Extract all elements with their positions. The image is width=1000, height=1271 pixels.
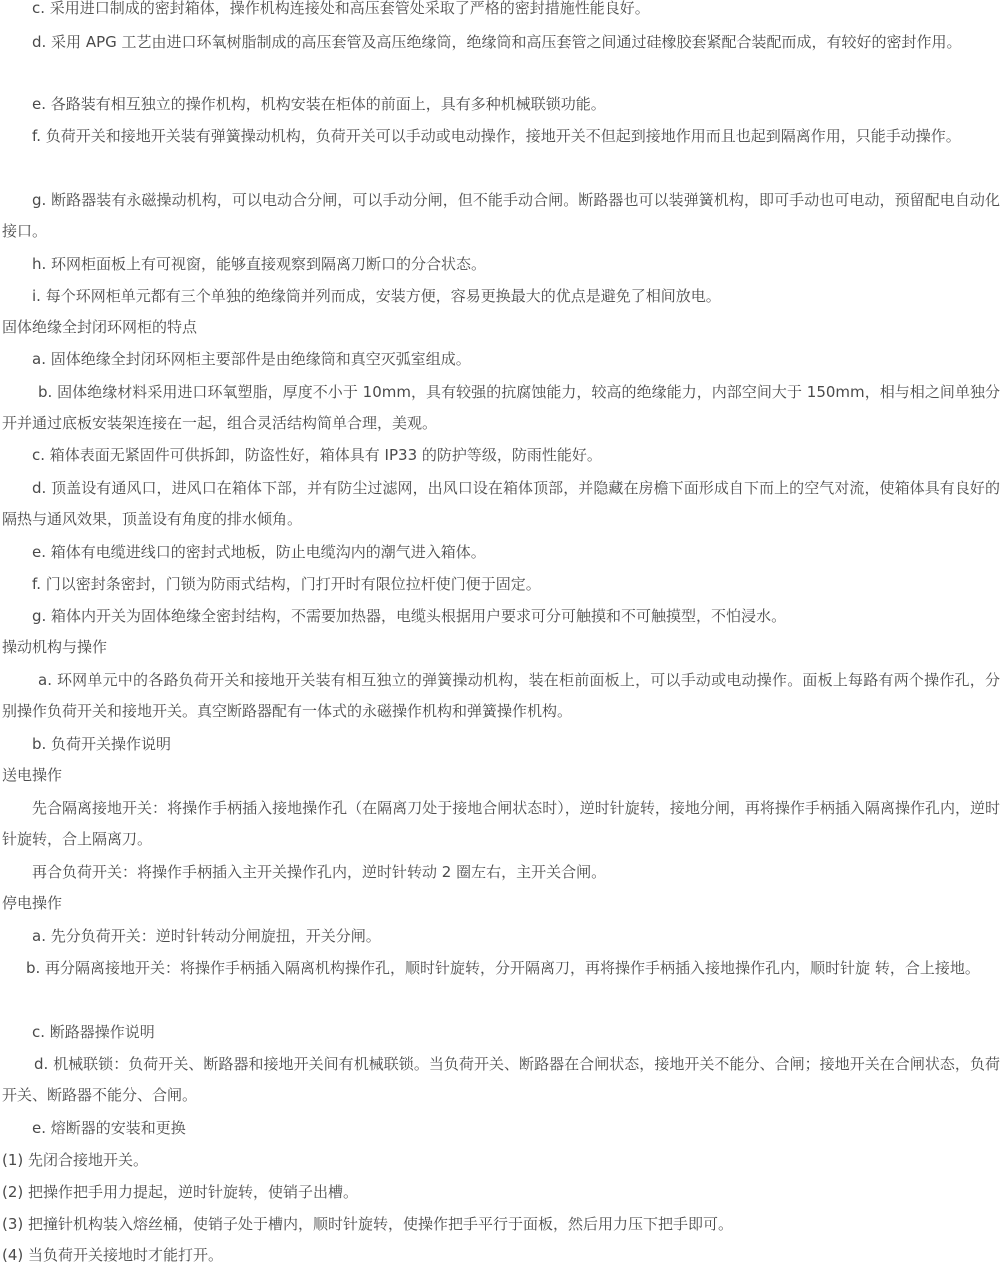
step-2: (2) 把操作把手用力提起，逆时针旋转，使销子出槽。 [2,1183,359,1201]
paragraph-e-operating-mechanism: e. 各路装有相互独立的操作机构，机构安装在柜体的前面上，具有多种机械联锁功能。 [32,95,606,113]
paragraph-d-ventilation: d. 顶盖设有通风口，进风口在箱体下部，并有防尘过滤网，出风口设在箱体顶部，并隐藏在房檐下面形成自下而上的空气对流，使箱体具有良好的隔热与通风效果，顶盖设有角度的排水倾角。 [2,479,1000,528]
paragraph-close-isolating-earth-switch: 先合隔离接地开关：将操作手柄插入接地操作孔（在隔离刀处于接地合闸状态时），逆时针旋转，接地分闸，再将操作手柄插入隔离操作孔内，逆时针旋转，合上隔离刀。 [2,799,1000,848]
paragraph-d-apg-bushing: d. 采用 APG 工艺由进口环氧树脂制成的高压套管及高压绝缘筒，绝缘筒和高压套管之间通过硅橡胶套紧配合装配而成，有较好的密封作用。 [32,33,962,51]
paragraph-a-ring-unit-mechanism: a. 环网单元中的各路负荷开关和接地开关装有相互独立的弹簧操动机构，装在柜前面板上，可以手动或电动操作。面板上每路有两个操作孔，分别操作负荷开关和接地开关。真空断路器配有一体式的永磁操作机构和弹簧操作机构。 [2,671,1000,720]
section-heading-solid-insulation: 固体绝缘全封闭环网柜的特点 [2,318,198,336]
paragraph-c-box-surface: c. 箱体表面无紧固件可供拆卸，防盗性好，箱体具有 IP33 的防护等级，防雨性能好。 [32,446,602,464]
paragraph-i-insulation-cylinders: i. 每个环网柜单元都有三个单独的绝缘筒并列而成，安装方便，容易更换最大的优点是避免了相间放电。 [32,287,721,305]
section-heading-operation: 操动机构与操作 [2,638,108,656]
paragraph-close-load-switch: 再合负荷开关：将操作手柄插入主开关操作孔内，逆时针转动 2 圈左右，主开关合闸。 [32,863,607,881]
paragraph-h-view-window: h. 环网柜面板上有可视窗，能够直接观察到隔离刀断口的分合状态。 [32,255,487,273]
step-1: (1) 先闭合接地开关。 [2,1151,149,1169]
paragraph-f-door-seal: f. 门以密封条密封，门锁为防雨式结构，门打开时有限位拉杆使门便于固定。 [32,575,541,593]
paragraph-c-breaker-instructions: c. 断路器操作说明 [32,1023,155,1041]
paragraph-a-main-components: a. 固体绝缘全封闭环网柜主要部件是由绝缘筒和真空灭弧室组成。 [32,350,471,368]
paragraph-d-mechanical-interlock: d. 机械联锁：负荷开关、断路器和接地开关间有机械联锁。当负荷开关、断路器在合闸状态，接地开关不能分、合闸；接地开关在合闸状态，负荷开关、断路器不能分、合闸。 [2,1055,1000,1104]
paragraph-g-permanent-magnet: g. 断路器装有永磁操动机构，可以电动合分闸，可以手动分闸，但不能手动合闸。断路器也可以装弹簧机构，即可手动也可电动，预留配电自动化接口。 [2,191,1000,240]
step-4: (4) 当负荷开关接地时才能打开。 [2,1246,224,1264]
paragraph-g-switch-structure: g. 箱体内开关为固体绝缘全密封结构，不需要加热器，电缆头根据用户要求可分可触摸和不可触摸型，不怕浸水。 [32,607,787,625]
step-3: (3) 把撞针机构装入熔丝桶，使销子处于槽内，顺时针旋转，使操作把手平行于面板，然后用力压下把手即可。 [2,1215,734,1233]
paragraph-b-open-isolating-earth-switch: b. 再分隔离接地开关：将操作手柄插入隔离机构操作孔，顺时针旋转，分开隔离刀，再将操作手柄插入接地操作孔内，顺时针旋 转，合上接地。 [26,959,980,977]
paragraph-e-fuse-replacement: e. 熔断器的安装和更换 [32,1119,186,1137]
paragraph-b-epoxy-material: b. 固体绝缘材料采用进口环氧塑脂，厚度不小于 10mm，具有较强的抗腐蚀能力，较高的绝缘能力，内部空间大于 150mm，相与相之间单独分开并通过底板安装架连接在一起，组合灵活结构简单合理，美观。 [2,383,1000,432]
subheading-power-on: 送电操作 [2,766,63,784]
paragraph-f-spring-mechanism: f. 负荷开关和接地开关装有弹簧操动机构，负荷开关可以手动或电动操作，接地开关不但起到接地作用而且也起到隔离作用，只能手动操作。 [32,127,961,145]
paragraph-c-sealed-box: c. 采用进口制成的密封箱体，操作机构连接处和高压套管处采取了严格的密封措施性能良好。 [32,0,650,17]
paragraph-b-load-switch-instructions: b. 负荷开关操作说明 [32,735,172,753]
paragraph-a-open-load-switch: a. 先分负荷开关：逆时针转动分闸旋扭，开关分闸。 [32,927,381,945]
paragraph-e-cable-entry: e. 箱体有电缆进线口的密封式地板，防止电缆沟内的潮气进入箱体。 [32,543,486,561]
subheading-power-off: 停电操作 [2,894,63,912]
